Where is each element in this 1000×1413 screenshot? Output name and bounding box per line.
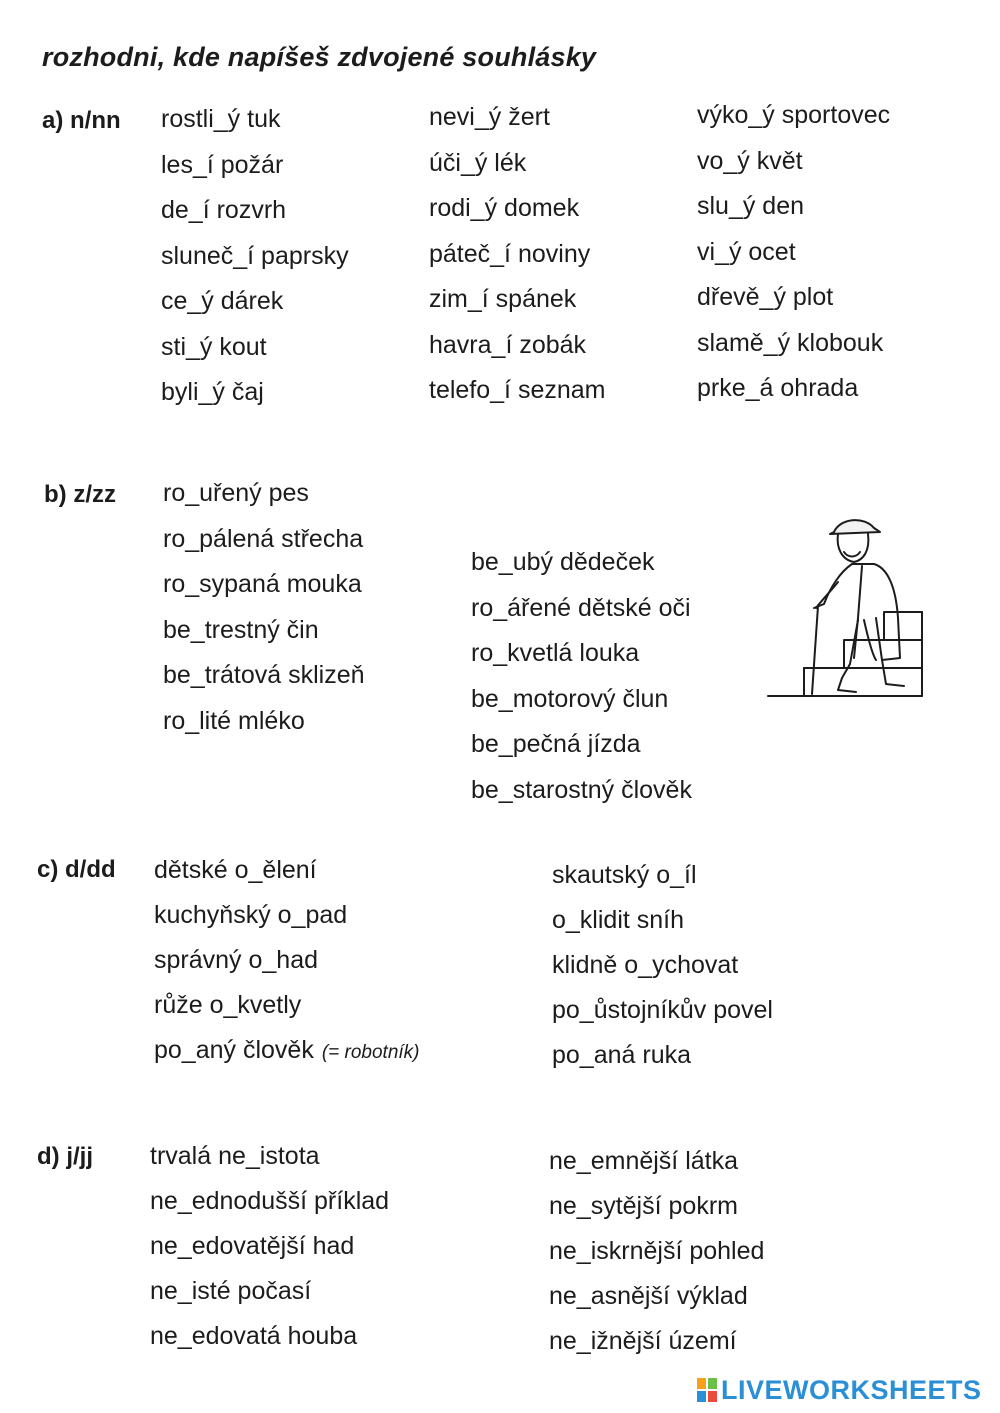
exercise-item-text: páteč_í noviny bbox=[429, 239, 591, 268]
exercise-item bbox=[552, 998, 773, 1023]
exercise-item bbox=[161, 150, 349, 179]
section-c-column-2 bbox=[552, 863, 773, 1068]
exercise-item bbox=[154, 903, 420, 928]
exercise-item-text: po_ůstojníkův povel bbox=[552, 996, 773, 1024]
exercise-item bbox=[552, 908, 773, 933]
exercise-item-text: ro_pálená střecha bbox=[163, 524, 364, 553]
exercise-item bbox=[150, 1144, 389, 1169]
exercise-item-text: sluneč_í paprsky bbox=[161, 241, 349, 270]
exercise-item bbox=[697, 376, 890, 401]
section-b-column-2 bbox=[471, 550, 692, 803]
exercise-item bbox=[150, 1189, 389, 1214]
exercise-item-text: slamě_ý klobouk bbox=[697, 328, 884, 357]
exercise-item-text: rostli_ý tuk bbox=[161, 105, 281, 133]
exercise-item-text: ne_edovatá houba bbox=[150, 1322, 358, 1350]
exercise-item bbox=[549, 1329, 764, 1354]
section-d-label: d) j/jj bbox=[37, 1143, 93, 1170]
exercise-item bbox=[549, 1194, 764, 1219]
section-d-column-2 bbox=[549, 1149, 764, 1354]
exercise-item bbox=[163, 615, 365, 644]
exercise-item bbox=[161, 198, 349, 223]
exercise-item-text: les_í požár bbox=[161, 150, 284, 179]
exercise-item bbox=[161, 107, 349, 132]
exercise-item bbox=[471, 775, 692, 804]
section-c-column-1 bbox=[154, 858, 420, 1063]
exercise-item bbox=[163, 706, 365, 735]
exercise-item-text: po_aná ruka bbox=[552, 1041, 692, 1069]
exercise-item-text: ce_ý dárek bbox=[161, 287, 284, 315]
exercise-item bbox=[429, 148, 606, 177]
exercise-item bbox=[163, 572, 365, 597]
exercise-item-text: slu_ý den bbox=[697, 192, 805, 220]
exercise-item bbox=[549, 1284, 764, 1309]
exercise-item bbox=[163, 663, 365, 688]
liveworksheets-wordmark: LIVEWORKSHEETS bbox=[721, 1374, 982, 1405]
exercise-item-text: ne_sytější pokrm bbox=[549, 1192, 738, 1220]
exercise-item-text: sti_ý kout bbox=[161, 332, 267, 361]
exercise-item bbox=[549, 1239, 764, 1264]
exercise-item-text: správný o_had bbox=[154, 946, 319, 974]
liveworksheets-watermark bbox=[697, 1375, 982, 1405]
exercise-item bbox=[154, 948, 420, 973]
exercise-item-text: be_trátová sklizeň bbox=[163, 661, 365, 689]
liveworksheets-logo-icon bbox=[697, 1378, 717, 1402]
exercise-item bbox=[552, 953, 773, 978]
exercise-item-text: kuchyňský o_pad bbox=[154, 901, 348, 929]
exercise-item-text: ro_sypaná mouka bbox=[163, 570, 362, 598]
exercise-item-text: prke_á ohrada bbox=[697, 374, 859, 402]
exercise-item-text: ne_asnější výklad bbox=[549, 1282, 748, 1310]
exercise-item-text: výko_ý sportovec bbox=[697, 101, 891, 129]
exercise-item bbox=[471, 641, 692, 666]
exercise-item bbox=[471, 550, 692, 575]
exercise-item-text: be_pečná jízda bbox=[471, 730, 641, 758]
exercise-item bbox=[697, 146, 890, 175]
exercise-item-text: ro_lité mléko bbox=[163, 706, 305, 735]
section-b-column-1 bbox=[163, 481, 365, 734]
exercise-item-text: ne_edovatější had bbox=[150, 1232, 355, 1260]
exercise-item bbox=[161, 289, 349, 314]
exercise-item-text: ne_emnější látka bbox=[549, 1147, 739, 1175]
exercise-item-text: klidně o_ychovat bbox=[552, 951, 739, 979]
exercise-item-text: po_aný člověk bbox=[154, 1036, 314, 1064]
exercise-item bbox=[429, 330, 606, 359]
exercise-item-text: de_í rozvrh bbox=[161, 196, 287, 224]
exercise-item bbox=[429, 105, 606, 130]
exercise-item bbox=[150, 1234, 389, 1259]
section-a-label: a) n/nn bbox=[42, 107, 121, 134]
section-b-label: b) z/zz bbox=[44, 481, 116, 508]
exercise-item bbox=[552, 1043, 773, 1068]
exercise-item bbox=[154, 993, 420, 1018]
exercise-item-text: růže o_kvetly bbox=[154, 991, 302, 1019]
section-c-label: c) d/dd bbox=[37, 856, 116, 883]
exercise-item-text: byli_ý čaj bbox=[161, 378, 264, 406]
old-man-on-stairs-illustration bbox=[764, 508, 926, 700]
exercise-item bbox=[549, 1149, 764, 1174]
exercise-item bbox=[163, 481, 365, 506]
exercise-item bbox=[161, 380, 349, 405]
exercise-item bbox=[697, 103, 890, 128]
exercise-item bbox=[429, 239, 606, 268]
exercise-item-text: vi_ý ocet bbox=[697, 237, 796, 266]
exercise-item-text: rodi_ý domek bbox=[429, 194, 580, 222]
exercise-item bbox=[154, 1038, 420, 1063]
exercise-item bbox=[697, 237, 890, 266]
exercise-item-text: ne_ednodušší příklad bbox=[150, 1187, 390, 1215]
exercise-item-text: telefo_í seznam bbox=[429, 376, 606, 404]
exercise-item bbox=[161, 241, 349, 270]
exercise-item bbox=[471, 732, 692, 757]
exercise-item bbox=[697, 194, 890, 219]
exercise-item-text: be_ubý dědeček bbox=[471, 548, 655, 576]
exercise-item bbox=[163, 524, 365, 553]
section-a-column-1 bbox=[161, 107, 349, 405]
exercise-item-text: vo_ý květ bbox=[697, 146, 803, 175]
exercise-item bbox=[154, 858, 420, 883]
exercise-item bbox=[471, 684, 692, 713]
exercise-item-text: skautský o_íl bbox=[552, 861, 697, 889]
worksheet-title: rozhodni, kde napíšeš zdvojené souhlásky bbox=[42, 42, 597, 72]
exercise-item bbox=[552, 863, 773, 888]
exercise-item-text: úči_ý lék bbox=[429, 148, 527, 177]
exercise-item-text: o_klidit sníh bbox=[552, 906, 685, 934]
exercise-item bbox=[429, 287, 606, 312]
exercise-item-text: nevi_ý žert bbox=[429, 103, 550, 131]
exercise-item bbox=[429, 378, 606, 403]
exercise-item-text: ne_isté počasí bbox=[150, 1277, 312, 1305]
exercise-item-text: dětské o_ělení bbox=[154, 856, 317, 884]
exercise-item-text: ne_ižnější území bbox=[549, 1327, 737, 1355]
exercise-item-text: ne_iskrnější pohled bbox=[549, 1237, 765, 1265]
exercise-item bbox=[161, 332, 349, 361]
exercise-item bbox=[429, 196, 606, 221]
exercise-item-text: havra_í zobák bbox=[429, 330, 587, 359]
exercise-item-text: ro_ářené dětské oči bbox=[471, 593, 691, 622]
exercise-item-text: trvalá ne_istota bbox=[150, 1142, 320, 1170]
exercise-item bbox=[697, 285, 890, 310]
exercise-item-text: dřevě_ý plot bbox=[697, 283, 834, 311]
section-a-column-3 bbox=[697, 103, 890, 401]
exercise-item-text: be_trestný čin bbox=[163, 615, 319, 644]
exercise-item bbox=[150, 1324, 389, 1349]
exercise-item-text: be_starostný člověk bbox=[471, 775, 692, 804]
exercise-item-text: be_motorový člun bbox=[471, 684, 669, 713]
section-a-column-2 bbox=[429, 105, 606, 403]
exercise-item-text: ro_kvetlá louka bbox=[471, 639, 640, 667]
exercise-item bbox=[150, 1279, 389, 1304]
exercise-item-text: ro_uřený pes bbox=[163, 479, 309, 507]
exercise-item bbox=[697, 328, 890, 357]
exercise-note: (= robotník) bbox=[321, 1042, 420, 1063]
exercise-item-text: zim_í spánek bbox=[429, 285, 577, 313]
exercise-item bbox=[471, 593, 692, 622]
section-d-column-1 bbox=[150, 1144, 389, 1349]
